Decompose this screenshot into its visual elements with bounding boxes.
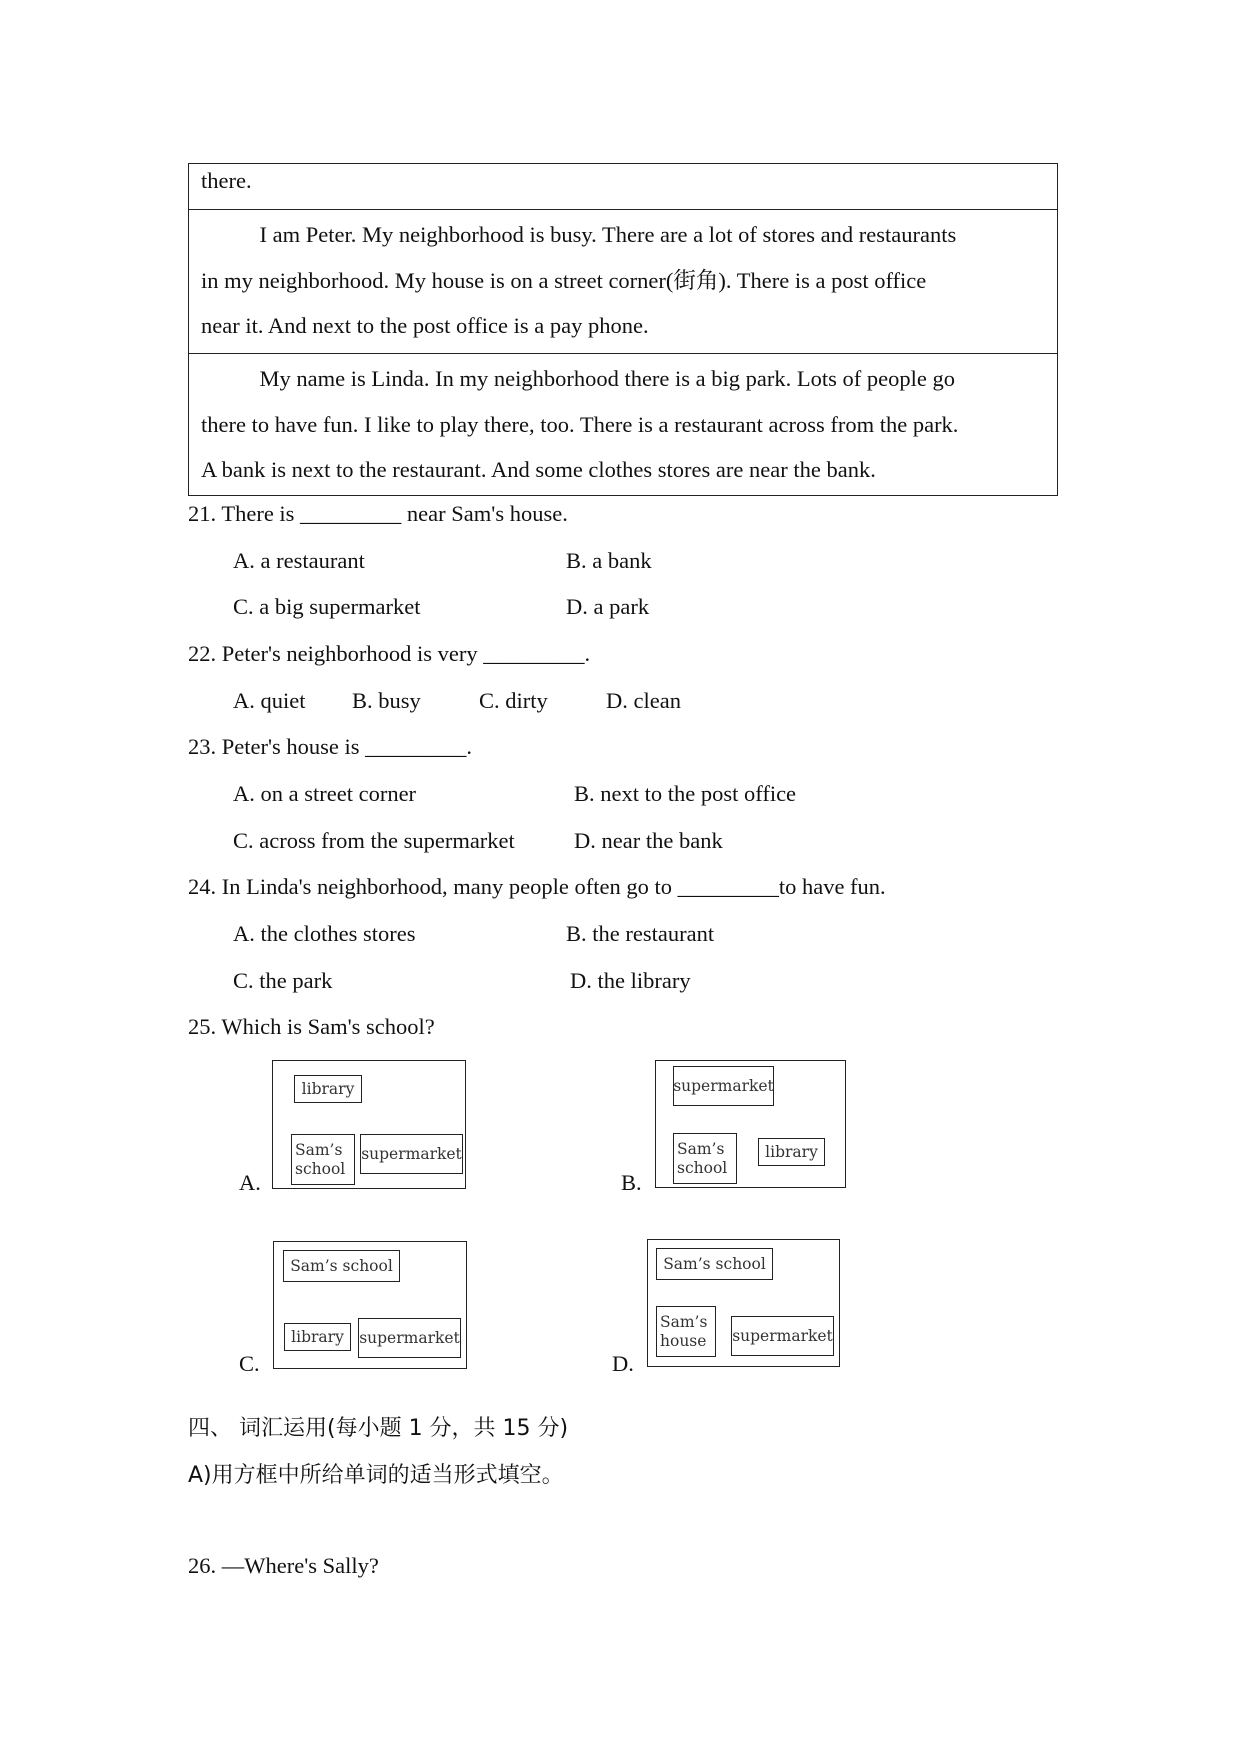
section-instruction: A)用方框中所给单词的适当形式填空。: [188, 1463, 564, 1488]
question-22-option-b: B. busy: [352, 688, 421, 713]
map-c: [273, 1241, 467, 1369]
question-23-option-c: C. across from the supermarket: [233, 828, 515, 853]
passage-continuation: there.: [201, 168, 252, 193]
question-21-stem: 21. There is _________ near Sam's house.: [188, 501, 568, 526]
map-b-supermarket: supermarket: [673, 1066, 774, 1106]
passage-linda: [189, 353, 1057, 495]
question-22-option-a: A. quiet: [233, 688, 306, 713]
map-d: [647, 1239, 840, 1367]
map-b-sams-school: Sam’s school: [673, 1133, 737, 1184]
question-24-option-a: A. the clothes stores: [233, 921, 416, 946]
map-b: [655, 1060, 846, 1188]
section-heading: 四、 词汇运用(每小题 1 分，共 15 分): [188, 1416, 569, 1441]
map-d-supermarket: supermarket: [731, 1316, 834, 1356]
question-23-option-d: D. near the bank: [574, 828, 723, 853]
question-21-option-c: C. a big supermarket: [233, 594, 421, 619]
question-24-stem: 24. In Linda's neighborhood, many people often go to _________to have fun.: [188, 874, 886, 899]
map-a: [272, 1060, 466, 1189]
question-22-option-c: C. dirty: [479, 688, 548, 713]
question-25-option-b: B.: [621, 1170, 642, 1195]
question-21-option-a: A. a restaurant: [233, 548, 365, 573]
map-c-library: library: [284, 1323, 351, 1351]
question-21-option-d: D. a park: [566, 594, 650, 619]
question-22-stem: 22. Peter's neighborhood is very _________.: [188, 641, 591, 666]
map-c-sams-school: Sam’s school: [283, 1250, 400, 1282]
passage-table: [188, 163, 1058, 496]
question-21-option-b: B. a bank: [566, 548, 652, 573]
question-24-option-d: D. the library: [570, 968, 691, 993]
question-24-option-b: B. the restaurant: [566, 921, 715, 946]
question-25-stem: 25. Which is Sam's school?: [188, 1014, 435, 1039]
question-25-option-d: D.: [612, 1351, 634, 1376]
question-26-stem: 26. —Where's Sally?: [188, 1553, 379, 1578]
question-25-option-c: C.: [239, 1351, 260, 1376]
peter-line-3: near it. And next to the post office is a pay phone.: [201, 313, 649, 338]
question-24-option-c: C. the park: [233, 968, 333, 993]
question-23-stem: 23. Peter's house is _________.: [188, 734, 473, 759]
question-23-option-b: B. next to the post office: [574, 781, 797, 806]
map-c-supermarket: supermarket: [358, 1318, 461, 1358]
question-25-option-a: A.: [239, 1170, 261, 1195]
map-d-sams-house: Sam’s house: [656, 1306, 716, 1357]
map-b-library: library: [758, 1138, 825, 1166]
linda-line-2: there to have fun. I like to play there, too. There is a restaurant across from the park.: [201, 412, 959, 437]
passage-peter: [189, 209, 1057, 353]
question-23-option-a: A. on a street corner: [233, 781, 417, 806]
linda-line-3: A bank is next to the restaurant. And some clothes stores are near the bank.: [201, 457, 876, 482]
map-a-library: library: [294, 1075, 362, 1103]
peter-line-1: I am Peter. My neighborhood is busy. There are a lot of stores and restaurants: [259, 222, 957, 247]
map-a-sams-school: Sam’s school: [291, 1134, 355, 1185]
linda-line-1: My name is Linda. In my neighborhood there is a big park. Lots of people go: [259, 366, 955, 391]
map-d-sams-school: Sam’s school: [656, 1248, 773, 1280]
map-a-supermarket: supermarket: [360, 1134, 463, 1174]
question-22-option-d: D. clean: [606, 688, 681, 713]
peter-line-2: in my neighborhood. My house is on a street corner(街角). There is a post office: [201, 268, 927, 293]
